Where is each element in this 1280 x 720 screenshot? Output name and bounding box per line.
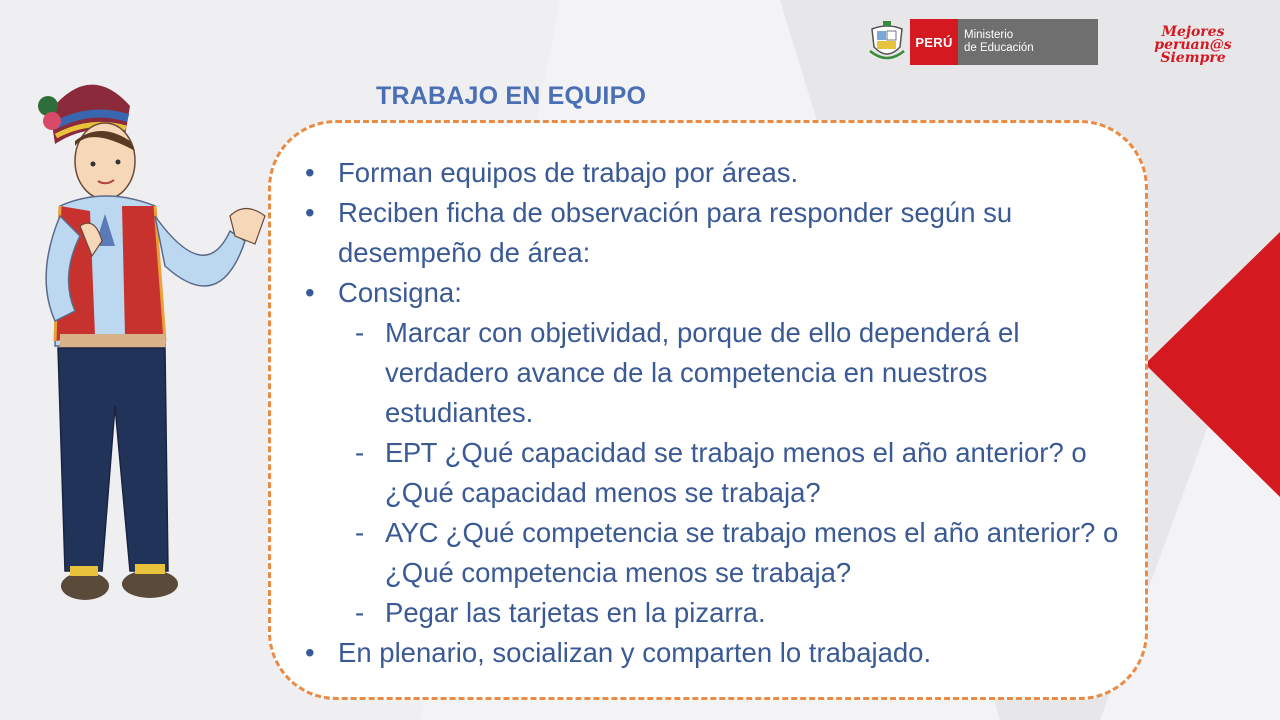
list-item [305, 153, 1125, 193]
sub-item-text: ¿Qué capacidad se trabajo menos el año anterior? o ¿Qué capacidad menos se trabaja? [385, 437, 1087, 508]
page-title: TRABAJO EN EQUIPO [376, 82, 647, 110]
area-tag: EPT [385, 437, 437, 468]
bullet-marker: • [305, 277, 315, 308]
dash-marker: - [355, 517, 365, 548]
sub-item-text: Marcar con objetividad, porque de ello dependerá el verdadero avance de la competencia en nuestros estudiantes. [385, 317, 1020, 428]
sub-list-item [305, 433, 1125, 513]
coat-of-arms-icon [868, 21, 906, 63]
dash-marker: - [355, 437, 365, 468]
list-item [305, 273, 1125, 313]
content-list [305, 153, 1125, 673]
ministry-line-2: de Educación [964, 42, 1034, 54]
ministry-line-1: Ministerio [964, 29, 1014, 41]
dash-marker: - [355, 597, 365, 628]
bullet-marker: • [305, 197, 315, 228]
bullet-marker: • [305, 637, 315, 668]
red-triangle-decoration [1145, 232, 1280, 497]
slogan-line-1: Mejores [1161, 24, 1225, 40]
dash-marker: - [355, 317, 365, 348]
peru-label: PERÚ [910, 19, 958, 65]
slogan-line-3: Siempre [1160, 50, 1226, 66]
sub-list-item [305, 593, 1125, 633]
sub-item-text: ¿Qué competencia se trabajo menos el año anterior? o ¿Qué competencia menos se trabaja? [385, 517, 1119, 588]
bullet-marker: • [305, 157, 315, 188]
peru-ministry-badge [910, 19, 1098, 65]
bullet-text: Consigna: [338, 277, 462, 308]
ministry-logo [868, 18, 1104, 66]
person-illustration [30, 66, 275, 621]
sub-item-text: Pegar las tarjetas en la pizarra. [385, 597, 766, 628]
sub-list-item [305, 313, 1125, 433]
area-tag: AYC [385, 517, 439, 548]
bullet-text: Forman equipos de trabajo por áreas. [338, 157, 799, 188]
bullet-text: Reciben ficha de observación para responder según su desempeño de área: [338, 197, 1013, 268]
list-item [305, 193, 1125, 273]
slogan-line-2: peruan@s [1154, 37, 1232, 53]
slogan-logo [1145, 26, 1241, 70]
bullet-text: En plenario, socializan y comparten lo trabajado. [338, 637, 932, 668]
list-item [305, 633, 1125, 673]
sub-list-item [305, 513, 1125, 593]
ministry-name [958, 19, 1098, 65]
